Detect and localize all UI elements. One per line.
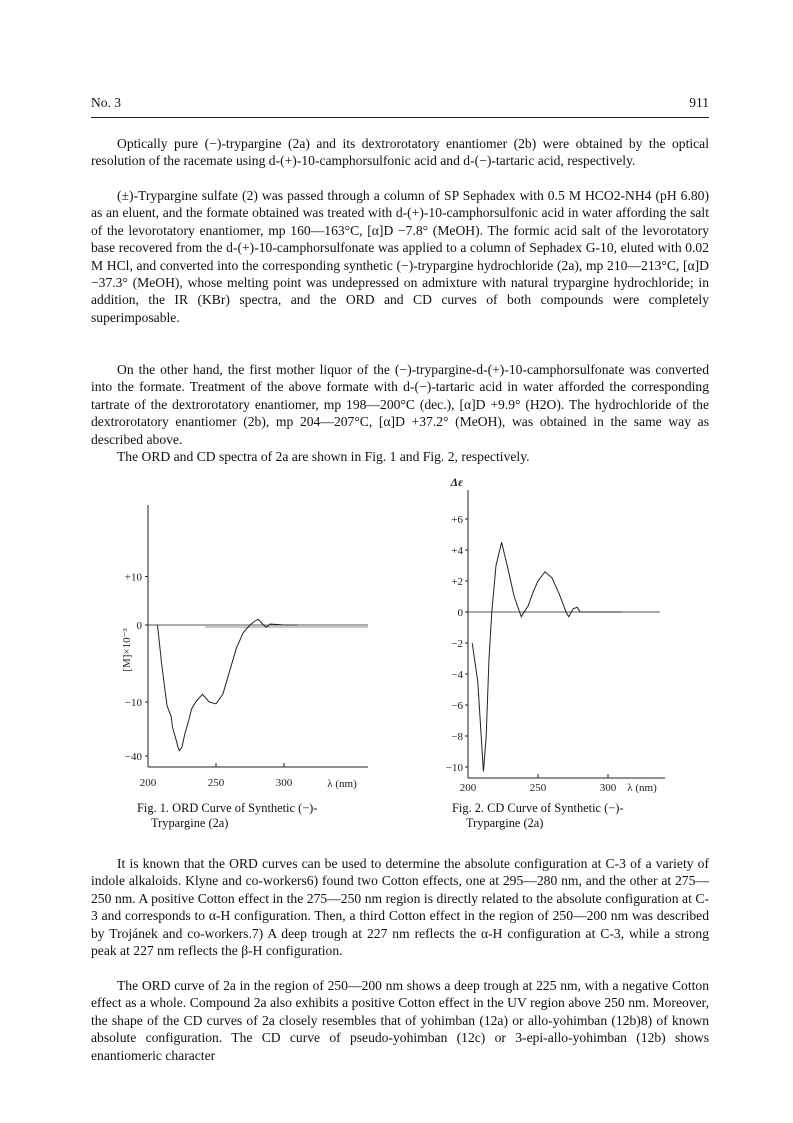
- ord-y-tick-label: 0: [136, 620, 142, 632]
- cd-y-tick-label: −8: [451, 731, 463, 743]
- ord-x-axis-label: λ (nm): [327, 778, 357, 790]
- ord-x-tick-label: 200: [139, 777, 157, 789]
- paragraph-3: On the other hand, the first mother liquor of the (−)-trypargine-d-(+)-10-camphorsulfonate was converted into the formate. Treatment of the above formate with d-(−)-tartaric acid in water afforded the corresponding tartrate of the dextrorotatory enantiomer, mp 198—200°C (dec.), [α]D +9.9° (H2O). The hydrochloride of the dextrorotatory enantiomer (2b), mp 204—207°C, [α]D +37.2° (MeOH), was obtained in the same way as described above.: [91, 362, 709, 447]
- ord-x-tick-label: 250: [207, 777, 225, 789]
- cd-y-tick-label: −10: [445, 762, 463, 774]
- paragraph-6: The ORD curve of 2a in the region of 250—200 nm shows a deep trough at 225 nm, with a negative Cotton effect as a whole. Compound 2a also exhibits a positive Cotton effect in the UV region above 250 nm. Moreover, the shape of the CD curves of 2a closely resembles that of yohimban (12a) or allo-yohimban (12b)8) of known absolute configuration. The CD curve of pseudo-yohimban (12c) or 3-epi-allo-yohimban (12b) shows enantiomeric character: [91, 978, 709, 1063]
- fig1-caption-line1: Fig. 1. ORD Curve of Synthetic (−)-: [137, 801, 318, 815]
- ord-tick-labels: [125, 572, 293, 790]
- cd-y-tick-label: +6: [451, 514, 463, 526]
- ord-y-tick-label: +10: [124, 571, 142, 584]
- cd-chart: [430, 470, 710, 795]
- cd-y-tick-label: +2: [451, 576, 463, 588]
- ord-y-axis-label: [M]×10⁻³: [121, 628, 133, 672]
- cd-y-tick-label: +4: [451, 545, 463, 557]
- cd-x-tick-label: 300: [599, 782, 617, 794]
- paragraph-2: (±)-Trypargine sulfate (2) was passed through a column of SP Sephadex with 0.5 M HCO2-NH4 (pH 6.80) as an eluent, and the formate obtained was treated with d-(+)-10-camphorsulfonic acid in water affording the salt of the levorotatory enantiomer, mp 160—163°C, [α]D −7.8° (MeOH). The formic acid salt of the levorotatory base recovered from the d-(+)-10-camphorsulfonate was applied to a column of Sephadex G-10, eluted with 0.02 M HCl, and converted into the corresponding synthetic (−)-trypargine hydrochloride (2a), mp 210—213°C, [α]D −37.3° (MeOH), whose melting point was undepressed on admixture with natural trypargine hydrochloride; in addition, the IR (KBr) spectra, and the ORD and CD curves of both compounds were completely superimposable.: [91, 188, 709, 325]
- paragraph-5: It is known that the ORD curves can be used to determine the absolute configuration at C-3 of a variety of indole alkaloids. Klyne and co-workers6) found two Cotton effects, one at 295—280 nm, and the other at 275—250 nm. A positive Cotton effect in the 275—250 nm region is directly related to the absolute configuration at C-3 and corresponds to α-H configuration. Then, a third Cotton effect in the region of 250—200 nm was described by Trojánek and co-workers.7) A deep trough at 227 nm reflects the α-H configuration at C-3, while a strong peak at 227 nm reflects the β-H configuration.: [91, 856, 709, 959]
- ord-x-tick-label: 300: [275, 777, 293, 789]
- ord-axes: [148, 505, 368, 767]
- cd-tick-labels: [446, 514, 617, 794]
- page-header: [91, 95, 709, 118]
- cd-y-tick-label: 0: [457, 607, 463, 619]
- cd-y-tick-label: −6: [451, 700, 463, 712]
- cd-y-tick-label: −4: [451, 669, 463, 681]
- cd-axes: [468, 490, 665, 778]
- fig2-caption: [452, 801, 624, 831]
- cd-x-tick-label: 200: [459, 782, 477, 794]
- fig2-caption-line2: Trypargine (2a): [466, 816, 544, 830]
- cd-x-axis-label: λ (nm): [627, 782, 657, 794]
- cd-y-axis-label: Δε: [450, 475, 463, 489]
- ord-y-tick-label: −40: [124, 751, 142, 763]
- fig2-caption-line1: Fig. 2. CD Curve of Synthetic (−)-: [452, 801, 624, 815]
- cd-y-tick-label: −2: [451, 638, 463, 650]
- page-number: 911: [689, 95, 709, 110]
- fig1-caption-line2: Trypargine (2a): [151, 816, 229, 830]
- cd-series-line: [472, 542, 622, 771]
- issue-number: No. 3: [91, 95, 121, 110]
- ord-y-tick-label: −10: [124, 697, 142, 709]
- paragraph-4: The ORD and CD spectra of 2a are shown in Fig. 1 and Fig. 2, respectively.: [117, 449, 530, 464]
- ord-series-line: [158, 619, 298, 750]
- cd-x-tick-label: 250: [529, 782, 547, 794]
- ord-chart: [110, 505, 400, 795]
- paragraph-1: Optically pure (−)-trypargine (2a) and its dextrorotatory enantiomer (2b) were obtained by the optical resolution of the racemate using d-(+)-10-camphorsulfonic acid and d-(−)-tartaric acid, respectively.: [91, 136, 709, 169]
- fig1-caption: [137, 801, 317, 831]
